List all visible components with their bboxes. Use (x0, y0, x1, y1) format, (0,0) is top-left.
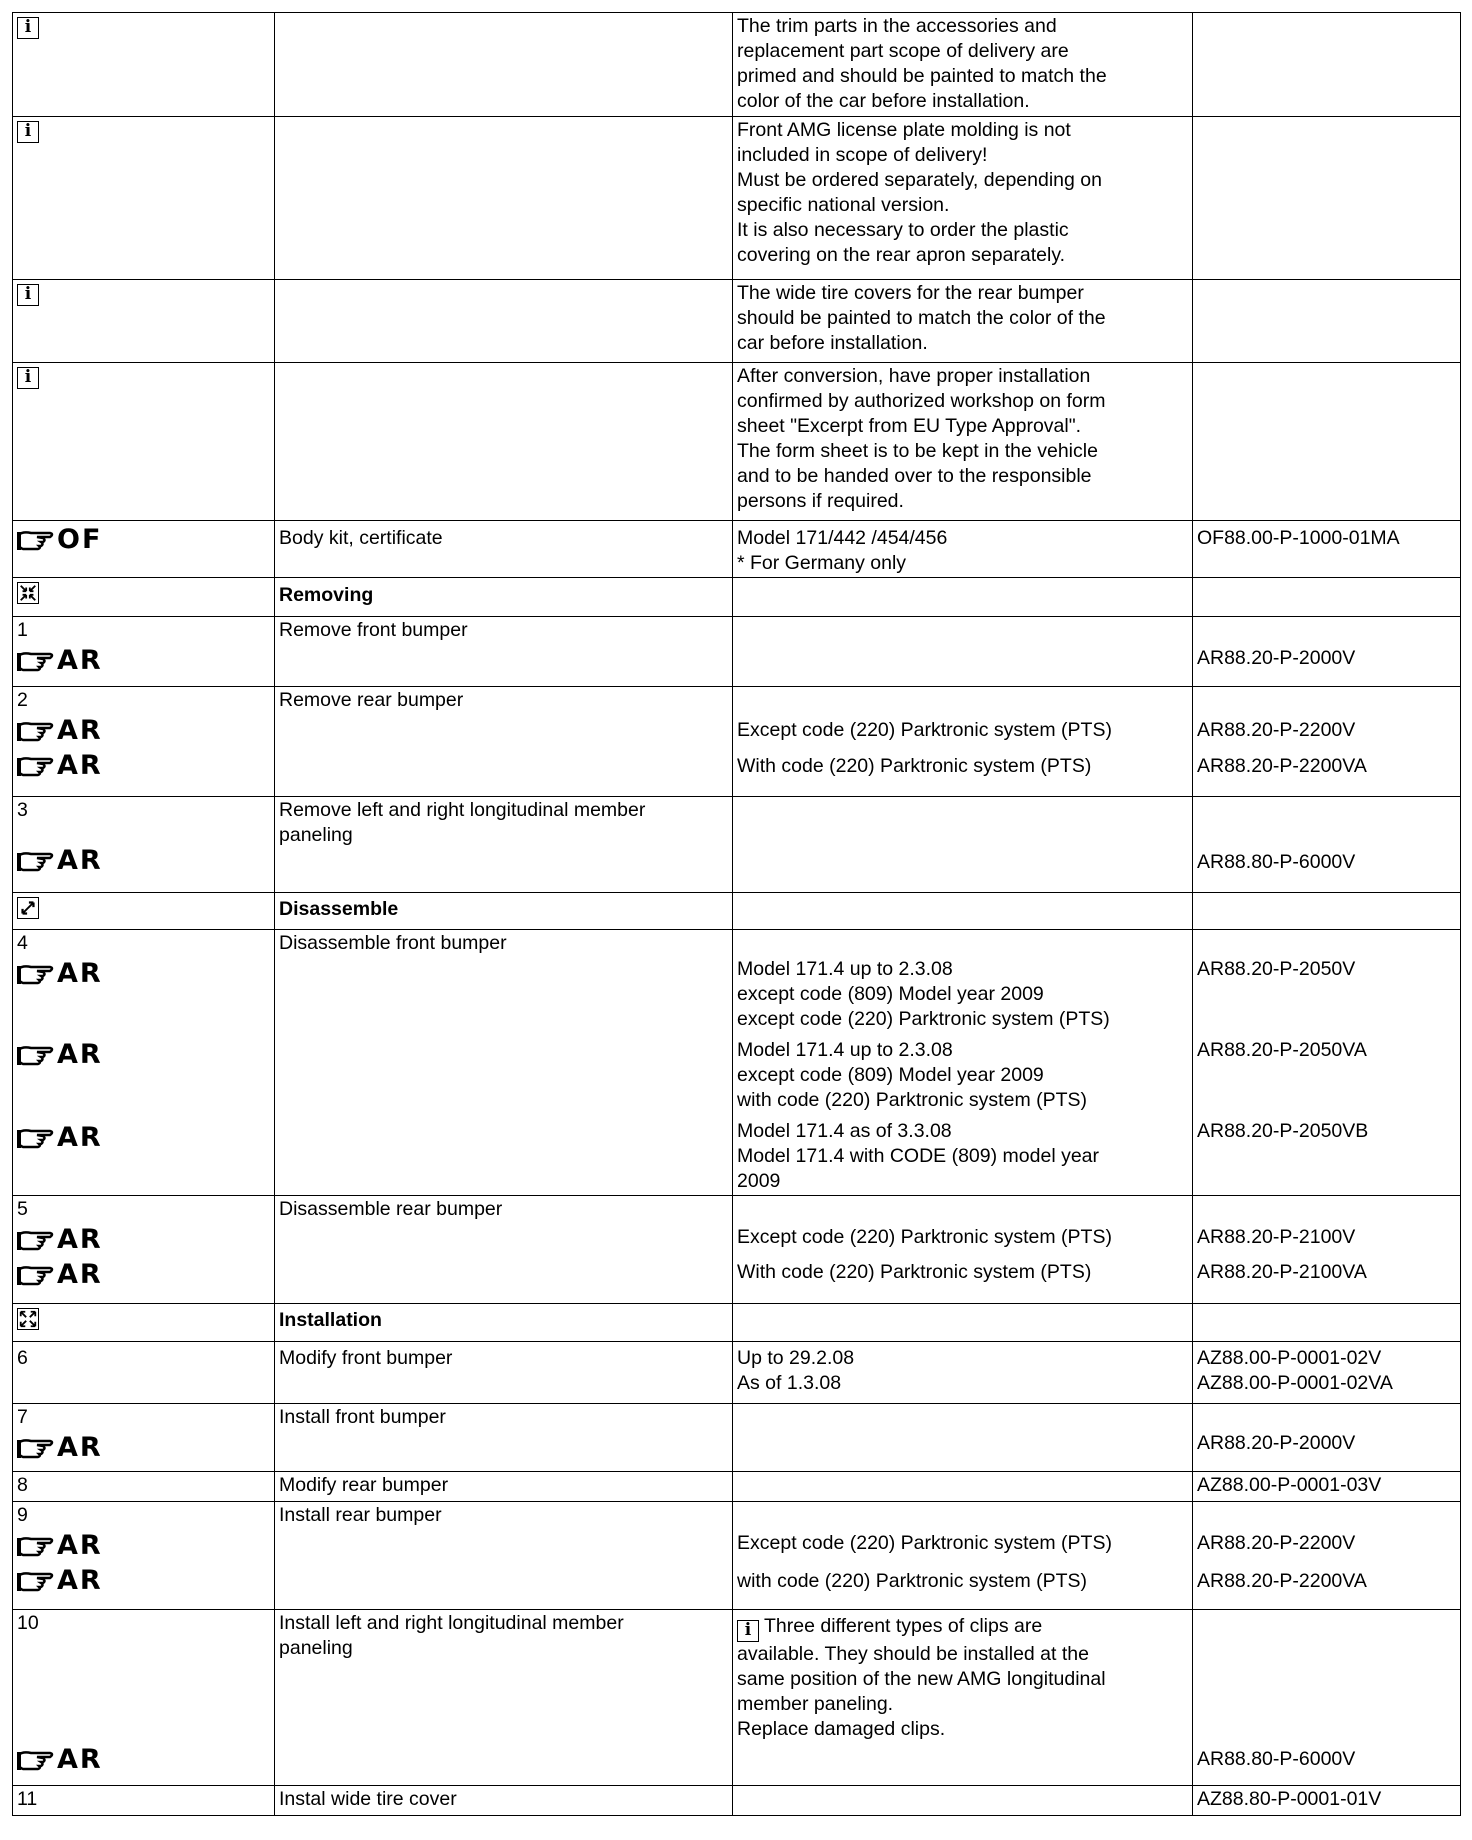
ar-reference[interactable]: AR (17, 1430, 270, 1465)
note-text: Front AMG license plate molding is not included in scope of delivery! Must be ordered separately, depending on specific national version. It is also necessary to order the plastic covering on the rear apron separately. (733, 117, 1193, 280)
step-desc: Disassemble front bumper (275, 930, 733, 1196)
ar-reference[interactable]: AR (17, 643, 270, 678)
ar-reference[interactable]: AR (17, 748, 270, 783)
doc-link[interactable]: AR88.80-P-6000V (1197, 1748, 1356, 1770)
step-row (13, 1404, 1461, 1472)
step-number: 11 (13, 1786, 275, 1816)
pointing-hand-icon (17, 1127, 55, 1149)
pointing-hand-icon (17, 850, 55, 872)
step-row: 9 AR AR Install rear bumper Except code (220) Parktronic system (PTS) with code (220) Parktronic system (PTS) AR88.20-P-2200V AR88.20-P-2200VA (13, 1502, 1461, 1610)
step-desc: Instal wide tire cover (275, 1786, 733, 1816)
step-row (13, 617, 1461, 687)
section-header-installation (13, 1304, 1461, 1342)
note-row (13, 117, 1461, 280)
step-desc: Disassemble rear bumper (275, 1196, 733, 1304)
info-icon: i (17, 121, 39, 143)
step-row (13, 797, 1461, 893)
info-icon: i (17, 17, 39, 39)
ar-reference[interactable]: AR (17, 956, 270, 991)
step-number: 8 (13, 1472, 275, 1502)
ar-reference[interactable]: AR (17, 1563, 270, 1598)
step-row: 4 AR AR AR Disassemble front bumper Model 171.4 up to 2.3.08 except code (809) Model year 2009 except code (220) Parktronic system (PTS) Model 171.4 up to 2.3.08 except code (809) Model year 2009 with code (220) Parktronic system (PTS) Model 171.4 as of 3.3.08 Model 171.4 with CODE (809) model year 2009 AR88.20-P-2050V AR88.20-P-2050VA AR88.20-P-2050VB (13, 930, 1461, 1196)
pointing-hand-icon (17, 1264, 55, 1286)
ar-reference[interactable]: AR (17, 713, 270, 748)
step-desc: Remove rear bumper (275, 687, 733, 797)
ar-reference[interactable]: AR (17, 1222, 270, 1257)
note-row (13, 280, 1461, 363)
doc-link[interactable]: AR88.20-P-2050VA (1197, 1039, 1367, 1061)
doc-link[interactable]: AR88.20-P-2200VA (1197, 1570, 1367, 1592)
doc-link[interactable]: AR88.20-P-2050VB (1197, 1120, 1369, 1142)
certificate-desc: Body kit, certificate (275, 521, 733, 578)
note-row (13, 363, 1461, 521)
step-desc: Modify rear bumper (275, 1472, 733, 1502)
step-number: 4 (17, 932, 28, 954)
doc-link[interactable]: AZ88.00-P-0001-02VA (1197, 1372, 1393, 1394)
ar-reference[interactable]: AR (17, 1120, 270, 1155)
ar-reference[interactable]: AR (17, 843, 270, 878)
step-number: 5 (17, 1198, 28, 1220)
step-number: 2 (17, 689, 28, 711)
certificate-row: OF Body kit, certificate Model 171/442 /454/456 * For Germany only OF88.00-P-1000-01MA (13, 521, 1461, 578)
section-header-removing (13, 578, 1461, 617)
pointing-hand-icon (17, 1044, 55, 1066)
doc-link[interactable]: AR88.20-P-2200V (1197, 1532, 1356, 1554)
step-row: 6 Modify front bumper Up to 29.2.08 As of 1.3.08 AZ88.00-P-0001-02V AZ88.00-P-0001-02VA (13, 1342, 1461, 1404)
step-row: 2 AR AR Remove rear bumper Except code (220) Parktronic system (PTS) With code (220) Parktronic system (PTS) AR88.20-P-2200V AR88.20-P-2200VA (13, 687, 1461, 797)
of-reference[interactable]: OF (17, 522, 270, 557)
ar-reference[interactable]: AR (17, 1528, 270, 1563)
ar-reference[interactable]: AR (17, 1037, 270, 1072)
note-text: The wide tire covers for the rear bumper should be painted to match the color of the car before installation. (733, 280, 1193, 363)
step-number: 3 (17, 799, 28, 821)
pointing-hand-icon (17, 1749, 55, 1771)
info-icon: i (737, 1620, 759, 1642)
step-desc: Install left and right longitudinal member paneling (275, 1610, 733, 1786)
step-row (13, 1472, 1461, 1502)
pointing-hand-icon (17, 720, 55, 742)
doc-link[interactable]: AR88.20-P-2100V (1197, 1226, 1356, 1248)
pointing-hand-icon (17, 650, 55, 672)
pointing-hand-icon (17, 963, 55, 985)
section-header-disassemble (13, 893, 1461, 930)
info-cell (13, 280, 275, 363)
step-number: 1 (17, 619, 28, 641)
section-title: Disassemble (275, 893, 733, 930)
note-text: The trim parts in the accessories and replacement part scope of delivery are primed and should be painted to match the color of the car before installation. (733, 13, 1193, 117)
doc-link[interactable]: AR88.80-P-6000V (1197, 851, 1356, 873)
doc-link[interactable]: AR88.20-P-2100VA (1197, 1261, 1367, 1283)
doc-link[interactable]: AR88.20-P-2050V (1197, 958, 1356, 980)
doc-link[interactable]: AZ88.00-P-0001-03V (1193, 1472, 1461, 1502)
certificate-doc[interactable]: OF88.00-P-1000-01MA (1193, 521, 1461, 578)
pointing-hand-icon (17, 1229, 55, 1251)
disassemble-icon (17, 897, 39, 919)
ar-reference[interactable]: AR (17, 1742, 270, 1777)
doc-link[interactable]: AZ88.00-P-0001-02V (1197, 1347, 1382, 1369)
step-number: 7 (17, 1406, 28, 1428)
step-desc: Modify front bumper (275, 1342, 733, 1404)
step-row: 10 AR Install left and right longitudinal member paneling i Three different types of clips are available. They should be installed at the same position of the new AMG longitudinal member paneling. Replace damaged clips. AR88.80-P-6000V (13, 1610, 1461, 1786)
step-number: 9 (17, 1504, 28, 1526)
info-icon: i (17, 367, 39, 389)
info-cell (13, 117, 275, 280)
installation-icon (17, 1308, 39, 1330)
info-cell (13, 13, 275, 117)
doc-link[interactable]: AR88.20-P-2000V (1197, 647, 1356, 669)
step-row (13, 1786, 1461, 1816)
step-number: 6 (13, 1342, 275, 1404)
info-icon: i (17, 284, 39, 306)
step-desc: Install front bumper (275, 1404, 733, 1472)
note-text: After conversion, have proper installation confirmed by authorized workshop on form sheet "Excerpt from EU Type Approval". The form sheet is to be kept in the vehicle and to be handed over to the responsible persons if required. (733, 363, 1193, 521)
info-cell (13, 363, 275, 521)
doc-link[interactable]: AZ88.80-P-0001-01V (1193, 1786, 1461, 1816)
step-number: 10 (17, 1612, 39, 1634)
step-row: 5 AR AR Disassemble rear bumper Except code (220) Parktronic system (PTS) With code (220) Parktronic system (PTS) AR88.20-P-2100V AR88.20-P-2100VA (13, 1196, 1461, 1304)
section-title: Installation (275, 1304, 733, 1342)
note-row (13, 13, 1461, 117)
step-desc: Install rear bumper (275, 1502, 733, 1610)
pointing-hand-icon (17, 1535, 55, 1557)
doc-link[interactable]: AR88.20-P-2200V (1197, 719, 1356, 741)
doc-link[interactable]: AR88.20-P-2200VA (1197, 755, 1367, 777)
pointing-hand-icon (17, 755, 55, 777)
removing-icon (17, 582, 39, 604)
procedure-table (12, 12, 1461, 1816)
section-title: Removing (275, 578, 733, 617)
pointing-hand-icon (17, 1570, 55, 1592)
pointing-hand-icon (17, 529, 55, 551)
step-desc: Remove front bumper (275, 617, 733, 687)
ar-reference[interactable]: AR (17, 1257, 270, 1292)
doc-link[interactable]: AR88.20-P-2000V (1197, 1432, 1356, 1454)
step-desc: Remove left and right longitudinal member paneling (275, 797, 733, 893)
pointing-hand-icon (17, 1437, 55, 1459)
